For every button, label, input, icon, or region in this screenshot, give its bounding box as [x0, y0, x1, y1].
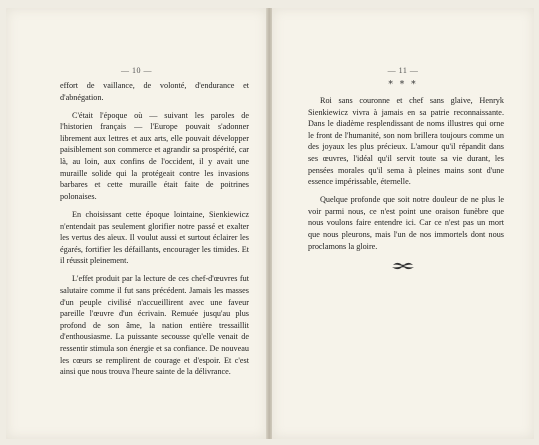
- asterism-ornament: * * *: [388, 80, 418, 90]
- paragraph: Roi sans couronne et chef sans glaive, Henryk Sienkiewicz vivra à jamais en sa patrie reconnaissante. Dans le diadème resplendissant de noms illustres qui orne le front de l'humanité, son nom brillera toujours comme un des joyaux les plus précieux. L'amour qu'il répandit dans ses œuvres, l'idéal qu'il servit toute sa vie durant, les pensées morales qu'il sema à pleines mains sont d'une essence impérissable, éternelle.: [308, 96, 504, 187]
- left-page-text: [60, 80, 249, 384]
- right-page-text: [308, 95, 504, 259]
- paragraph: L'effet produit par la lecture de ces chef-d'œuvres fut salutaire comme il fut sans précédent. Jamais les masses d'un peuple civilisé n'accueillirent avec une faveur pareille l'œuvre d'un écrivain. Remuée jusqu'au plus profond de son âme, la nation entière tressaillit d'enthousiasme. La puissante secousse qu'elle venait de ressentir stimula son énergie et sa confiance. De nouveau les cœurs se remplirent de courage et d'espoir. Et c'est ainsi que nous trouva l'heure sainte de la délivrance.: [60, 274, 249, 377]
- left-page: [6, 8, 267, 439]
- floral-tailpiece-icon: [272, 261, 534, 271]
- paragraph: effort de vaillance, de volonté, d'endurance et d'abnégation.: [60, 81, 249, 102]
- right-page: [272, 8, 534, 439]
- page-number-left: — 10 —: [121, 66, 152, 75]
- paragraph: En choisissant cette époque lointaine, Sienkiewicz n'entendait pas seulement glorifier notre passé et exalter les vertus des aïeux. Il voulut aussi et surtout éclairer les égarés, fortifier les défaillants, encourager les timides. Et il réussit pleinement.: [60, 209, 249, 266]
- paragraph: Quelque profonde que soit notre douleur de ne plus le voir parmi nous, ce n'est point une oraison funèbre que nous voulons faire entendre ici. Car ce n'est pas un mort que nous pleurons, mais l'un de nos immortels dont nous proclamons la gloire.: [308, 195, 504, 251]
- page-number-right: — 11 —: [387, 66, 419, 75]
- paragraph: C'était l'époque où — suivant les paroles de l'historien français — l'Europe pouvait s'adonner librement aux lettres et aux arts, elle pouvait développer paisiblement son commerce et agrandir sa prospérité, car là, au loin, aux confins de l'occident, il y avait une muraille solide qui la protégeait contre les invasions barbares et cette muraille était faite de poitrines polonaises.: [60, 110, 249, 201]
